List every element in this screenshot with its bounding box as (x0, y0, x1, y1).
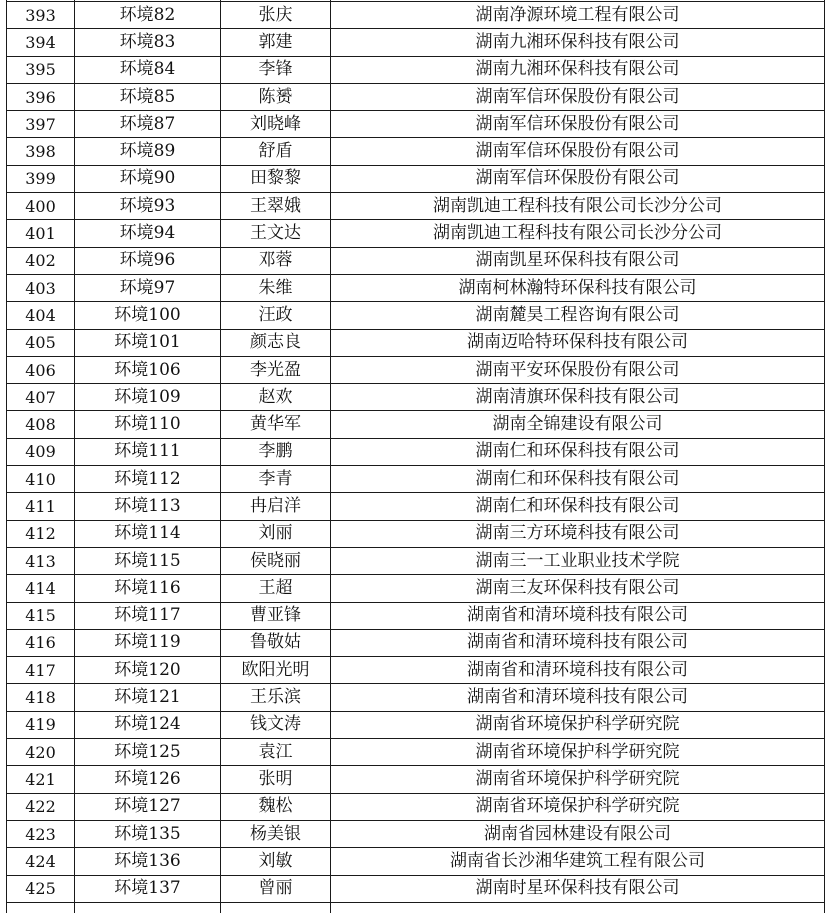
person-name: 郭建 (221, 29, 331, 56)
row-number: 396 (7, 83, 75, 110)
company-name: 湖南仁和环保科技有限公司 (331, 493, 825, 520)
company-name: 湖南九湘环保科技有限公司 (331, 29, 825, 56)
cert-number: 环境100 (75, 302, 221, 329)
cert-number: 环境116 (75, 575, 221, 602)
company-name: 湖南清旗环保科技有限公司 (331, 384, 825, 411)
company-name: 湖南三一工业职业技术学院 (331, 547, 825, 574)
person-name: 汪政 (221, 302, 331, 329)
row-number: 423 (7, 820, 75, 847)
row-number: 402 (7, 247, 75, 274)
company-name: 湖南军信环保股份有限公司 (331, 83, 825, 110)
row-number: 417 (7, 657, 75, 684)
table-row (7, 466, 825, 493)
company-name: 湖南三友环保科技有限公司 (331, 575, 825, 602)
person-name: 刘敏 (221, 848, 331, 875)
table-row (7, 575, 825, 602)
company-name: 湖南时星环保科技有限公司 (331, 875, 825, 902)
table-row (7, 2, 825, 29)
table-row (7, 302, 825, 329)
table-row (7, 493, 825, 520)
cert-number: 环境84 (75, 56, 221, 83)
company-name: 湖南仁和环保科技有限公司 (331, 438, 825, 465)
table-row (7, 848, 825, 875)
person-name: 袁江 (221, 739, 331, 766)
company-name: 湖南省园林建设有限公司 (331, 820, 825, 847)
row-number: 424 (7, 848, 75, 875)
row-number: 410 (7, 466, 75, 493)
table-row (7, 739, 825, 766)
person-name: 李光盈 (221, 356, 331, 383)
cert-number: 环境94 (75, 220, 221, 247)
row-number: 394 (7, 29, 75, 56)
cert-number: 环境121 (75, 684, 221, 711)
table-row (7, 711, 825, 738)
table-row (7, 83, 825, 110)
row-number: 413 (7, 547, 75, 574)
cert-number: 环境136 (75, 848, 221, 875)
cert-number: 环境120 (75, 657, 221, 684)
company-name: 湖南柯林瀚特环保科技有限公司 (331, 274, 825, 301)
company-name: 湖南军信环保股份有限公司 (331, 138, 825, 165)
cert-number: 环境97 (75, 274, 221, 301)
table-row (7, 684, 825, 711)
cert-number: 环境83 (75, 29, 221, 56)
cert-number: 环境115 (75, 547, 221, 574)
company-name: 湖南军信环保股份有限公司 (331, 111, 825, 138)
table-row (7, 602, 825, 629)
person-name: 王乐滨 (221, 684, 331, 711)
row-number: 397 (7, 111, 75, 138)
person-name: 李锋 (221, 56, 331, 83)
table-row (7, 193, 825, 220)
row-number: 393 (7, 2, 75, 29)
cert-number: 环境119 (75, 629, 221, 656)
person-name: 杨美银 (221, 820, 331, 847)
row-number: 418 (7, 684, 75, 711)
cert-number: 环境87 (75, 111, 221, 138)
table-row (7, 820, 825, 847)
row-number: 403 (7, 274, 75, 301)
cert-number: 环境114 (75, 520, 221, 547)
cell-empty (7, 902, 75, 913)
person-name: 欧阳光明 (221, 657, 331, 684)
roster-table (6, 0, 825, 913)
row-number: 398 (7, 138, 75, 165)
company-name: 湖南三方环境科技有限公司 (331, 520, 825, 547)
cert-number: 环境106 (75, 356, 221, 383)
company-name: 湖南省环境保护科学研究院 (331, 793, 825, 820)
table-row (7, 438, 825, 465)
roster-table-body (7, 0, 825, 913)
company-name: 湖南省环境保护科学研究院 (331, 766, 825, 793)
row-number: 416 (7, 629, 75, 656)
row-number: 400 (7, 193, 75, 220)
row-number: 406 (7, 356, 75, 383)
company-name: 湖南凯星环保科技有限公司 (331, 247, 825, 274)
person-name: 王超 (221, 575, 331, 602)
cert-number: 环境135 (75, 820, 221, 847)
person-name: 赵欢 (221, 384, 331, 411)
company-name: 湖南全锦建设有限公司 (331, 411, 825, 438)
cell-empty (75, 902, 221, 913)
person-name: 陈赟 (221, 83, 331, 110)
person-name: 鲁敬姑 (221, 629, 331, 656)
cell-empty (221, 902, 331, 913)
cert-number: 环境101 (75, 329, 221, 356)
table-row-partial-bottom (7, 902, 825, 913)
row-number: 420 (7, 739, 75, 766)
row-number: 407 (7, 384, 75, 411)
company-name: 湖南麓昊工程咨询有限公司 (331, 302, 825, 329)
company-name: 湖南省和清环境科技有限公司 (331, 602, 825, 629)
row-number: 411 (7, 493, 75, 520)
table-row (7, 384, 825, 411)
company-name: 湖南省和清环境科技有限公司 (331, 657, 825, 684)
row-number: 401 (7, 220, 75, 247)
company-name: 湖南迈哈特环保科技有限公司 (331, 329, 825, 356)
person-name: 刘晓峰 (221, 111, 331, 138)
cert-number: 环境93 (75, 193, 221, 220)
company-name: 湖南省和清环境科技有限公司 (331, 629, 825, 656)
table-row (7, 411, 825, 438)
table-row (7, 29, 825, 56)
cert-number: 环境110 (75, 411, 221, 438)
cert-number: 环境109 (75, 384, 221, 411)
company-name: 湖南省长沙湘华建筑工程有限公司 (331, 848, 825, 875)
company-name: 湖南军信环保股份有限公司 (331, 165, 825, 192)
row-number: 414 (7, 575, 75, 602)
row-number: 419 (7, 711, 75, 738)
person-name: 李青 (221, 466, 331, 493)
person-name: 曾丽 (221, 875, 331, 902)
cert-number: 环境90 (75, 165, 221, 192)
person-name: 邓蓉 (221, 247, 331, 274)
cert-number: 环境112 (75, 466, 221, 493)
company-name: 湖南仁和环保科技有限公司 (331, 466, 825, 493)
company-name: 湖南平安环保股份有限公司 (331, 356, 825, 383)
table-row (7, 165, 825, 192)
person-name: 舒盾 (221, 138, 331, 165)
cert-number: 环境117 (75, 602, 221, 629)
cert-number: 环境111 (75, 438, 221, 465)
cert-number: 环境82 (75, 2, 221, 29)
table-row (7, 111, 825, 138)
table-row (7, 247, 825, 274)
person-name: 王文达 (221, 220, 331, 247)
cert-number: 环境96 (75, 247, 221, 274)
person-name: 张明 (221, 766, 331, 793)
cert-number: 环境89 (75, 138, 221, 165)
company-name: 湖南省环境保护科学研究院 (331, 739, 825, 766)
table-row (7, 274, 825, 301)
cert-number: 环境124 (75, 711, 221, 738)
person-name: 王翠娥 (221, 193, 331, 220)
cell-empty (331, 902, 825, 913)
row-number: 425 (7, 875, 75, 902)
row-number: 399 (7, 165, 75, 192)
company-name: 湖南凯迪工程科技有限公司长沙分公司 (331, 220, 825, 247)
table-row (7, 356, 825, 383)
row-number: 404 (7, 302, 75, 329)
row-number: 405 (7, 329, 75, 356)
table-row (7, 793, 825, 820)
company-name: 湖南净源环境工程有限公司 (331, 2, 825, 29)
table-row (7, 629, 825, 656)
person-name: 张庆 (221, 2, 331, 29)
table-row (7, 329, 825, 356)
table-row (7, 547, 825, 574)
table-row (7, 875, 825, 902)
person-name: 田黎黎 (221, 165, 331, 192)
row-number: 409 (7, 438, 75, 465)
company-name: 湖南九湘环保科技有限公司 (331, 56, 825, 83)
person-name: 刘丽 (221, 520, 331, 547)
cert-number: 环境126 (75, 766, 221, 793)
person-name: 钱文涛 (221, 711, 331, 738)
table-row (7, 220, 825, 247)
person-name: 魏松 (221, 793, 331, 820)
person-name: 冉启洋 (221, 493, 331, 520)
person-name: 黄华军 (221, 411, 331, 438)
row-number: 421 (7, 766, 75, 793)
person-name: 朱维 (221, 274, 331, 301)
cert-number: 环境125 (75, 739, 221, 766)
row-number: 408 (7, 411, 75, 438)
table-row (7, 766, 825, 793)
cert-number: 环境113 (75, 493, 221, 520)
row-number: 412 (7, 520, 75, 547)
row-number: 415 (7, 602, 75, 629)
row-number: 422 (7, 793, 75, 820)
table-row (7, 520, 825, 547)
person-name: 颜志良 (221, 329, 331, 356)
row-number: 395 (7, 56, 75, 83)
company-name: 湖南省环境保护科学研究院 (331, 711, 825, 738)
cert-number: 环境137 (75, 875, 221, 902)
table-row (7, 56, 825, 83)
person-name: 李鹏 (221, 438, 331, 465)
company-name: 湖南省和清环境科技有限公司 (331, 684, 825, 711)
company-name: 湖南凯迪工程科技有限公司长沙分公司 (331, 193, 825, 220)
cert-number: 环境127 (75, 793, 221, 820)
person-name: 曹亚锋 (221, 602, 331, 629)
table-row (7, 657, 825, 684)
person-name: 侯晓丽 (221, 547, 331, 574)
cert-number: 环境85 (75, 83, 221, 110)
table-row (7, 138, 825, 165)
